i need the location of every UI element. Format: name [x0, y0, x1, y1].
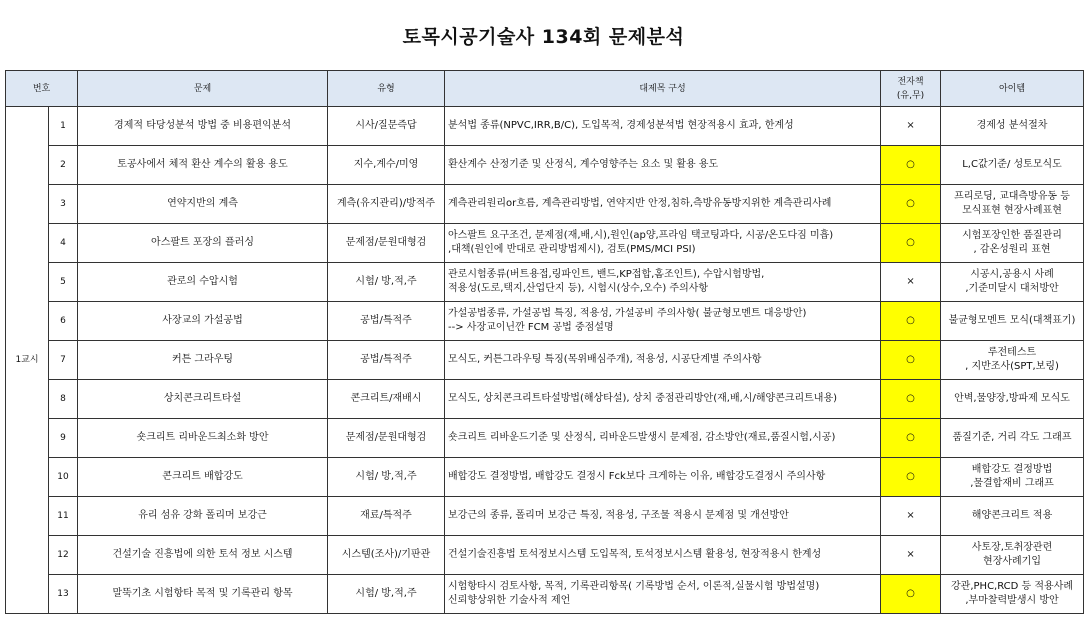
ebook-no-mark: ×	[906, 549, 915, 560]
item-line: 안벽,물양장,방파제 모식도	[954, 393, 1070, 404]
row-number: 5	[49, 263, 78, 302]
ebook-cell	[881, 497, 941, 536]
ebook-yes-mark: ○	[906, 198, 915, 209]
item-cell	[941, 263, 1084, 302]
ebook-cell	[881, 380, 941, 419]
row-number: 9	[49, 419, 78, 458]
toc-line: 배합강도 결정방법, 배합강도 결정시 Fck보다 크게하는 이유, 배합강도결정시 주의사항	[448, 471, 826, 482]
question-cell: 연약지반의 계측	[78, 185, 328, 224]
toc-line: ,대책(원인에 반대로 관리방법제시), 검토(PMS/MCI PSI)	[448, 244, 696, 255]
row-number: 4	[49, 224, 78, 263]
item-cell	[941, 185, 1084, 224]
question-cell: 숏크리트 리바운드최소화 방안	[78, 419, 328, 458]
item-line: 사토장,토취장관련	[971, 542, 1053, 553]
toc-line: 관로시험종류(버트용접,링파인트, 밴드,KP접합,홈조인트), 수압시험방법,	[448, 269, 765, 280]
row-number: 11	[49, 497, 78, 536]
table-row	[6, 497, 1084, 536]
ebook-cell	[881, 419, 941, 458]
toc-cell	[445, 458, 881, 497]
header-type: 유형	[328, 71, 445, 107]
header-number: 번호	[6, 71, 78, 107]
toc-line: 모식도, 상치콘크리트타설방법(해상타설), 상치 중점관리방안(재,배,시/해양콘크리트내용)	[448, 393, 838, 404]
row-number: 6	[49, 302, 78, 341]
toc-line: 숏크리트 리바운드기준 및 산정식, 리바운드발생시 문제점, 감소방안(재료,품질시험,시공)	[448, 432, 836, 443]
table-row	[6, 185, 1084, 224]
item-line: 현장사례기입	[983, 556, 1041, 567]
table-row	[6, 224, 1084, 263]
item-line: 시험포장인한 품질관리	[962, 230, 1062, 241]
toc-line: --> 사장교이닌깐 FCM 공법 중점설명	[448, 322, 614, 333]
header-item: 아이템	[941, 71, 1084, 107]
ebook-no-mark: ×	[906, 120, 915, 131]
question-cell: 사장교의 가설공법	[78, 302, 328, 341]
item-line: 강관,PHC,RCD 등 적용사례	[951, 581, 1074, 592]
row-number: 2	[49, 146, 78, 185]
question-cell: 콘크리트 배합강도	[78, 458, 328, 497]
type-cell: 시험/ 방,적,주	[328, 575, 445, 614]
item-line: 시공시,공용시 사례	[970, 269, 1054, 280]
item-cell	[941, 575, 1084, 614]
type-cell: 시스템(조사)/기판관	[328, 536, 445, 575]
ebook-yes-mark: ○	[906, 237, 915, 248]
ebook-no-mark: ×	[906, 276, 915, 287]
item-line: L,C값기준/ 성토모식도	[962, 159, 1062, 170]
question-cell: 토공사에서 체적 환산 계수의 활용 용도	[78, 146, 328, 185]
ebook-no-mark: ×	[906, 510, 915, 521]
table-row	[6, 458, 1084, 497]
row-number: 7	[49, 341, 78, 380]
question-cell: 말뚝기초 시험항타 목적 및 기록관리 항목	[78, 575, 328, 614]
ebook-cell	[881, 341, 941, 380]
item-line: 모식표현 현장사례표현	[962, 205, 1062, 216]
toc-line: 시험항타시 검토사항, 목적, 기록관리항목( 기록방법 순서, 이론적,실물시험 방법설명)	[448, 581, 820, 592]
question-cell: 유리 섬유 강화 폴리머 보강근	[78, 497, 328, 536]
toc-line: 환산계수 산정기준 및 산정식, 계수영향주는 요소 및 활용 용도	[448, 159, 719, 170]
toc-line: 적용성(도로,택지,산업단지 등), 시험시(상수,오수) 주의사항	[448, 283, 709, 294]
question-cell: 아스팔트 포장의 플러싱	[78, 224, 328, 263]
type-cell: 문제점/문원대형검	[328, 419, 445, 458]
row-number: 8	[49, 380, 78, 419]
toc-line: 계측관리원리or흐름, 계측관리방법, 연약지반 안정,침하,측방유동방지위한 계측관리사례	[448, 198, 832, 209]
toc-line: 아스팔트 요구조건, 문제점(재,배,시),원인(ap양,프라임 택코팅과다, 시공/온도다짐 미흡)	[448, 230, 834, 241]
table-body	[6, 107, 1084, 614]
ebook-yes-mark: ○	[906, 471, 915, 482]
ebook-yes-mark: ○	[906, 159, 915, 170]
item-cell	[941, 107, 1084, 146]
ebook-cell	[881, 224, 941, 263]
ebook-cell	[881, 302, 941, 341]
item-cell	[941, 146, 1084, 185]
item-line: ,기준미달시 대처방안	[965, 283, 1059, 294]
ebook-cell	[881, 146, 941, 185]
table-row	[6, 302, 1084, 341]
table-row	[6, 575, 1084, 614]
header-ebook	[881, 71, 941, 107]
row-number: 12	[49, 536, 78, 575]
ebook-yes-mark: ○	[906, 588, 915, 599]
row-number: 10	[49, 458, 78, 497]
row-number: 3	[49, 185, 78, 224]
item-cell	[941, 380, 1084, 419]
table-row	[6, 380, 1084, 419]
header-toc: 대제목 구성	[445, 71, 881, 107]
header-row	[6, 71, 1084, 107]
table-row	[6, 146, 1084, 185]
item-line: 품질기준, 거리 각도 그래프	[952, 432, 1072, 443]
item-line: , 지반조사(SPT,보링)	[965, 361, 1059, 372]
toc-line: 신뢰향상위한 기술사적 제언	[448, 595, 571, 606]
item-line: 루전테스트	[987, 347, 1037, 358]
toc-cell	[445, 419, 881, 458]
item-line: 불균형모멘트 모식(대책표기)	[948, 315, 1076, 326]
toc-line: 건설기술진흥법 토석정보시스템 도입목적, 토석정보시스템 활용성, 현장적용시 한계성	[448, 549, 822, 560]
type-cell: 시험/ 방,적,주	[328, 263, 445, 302]
question-cell: 관로의 수압시험	[78, 263, 328, 302]
type-cell: 시험/ 방,적,주	[328, 458, 445, 497]
type-cell: 공법/특적주	[328, 341, 445, 380]
header-ebook-line2: (유,무)	[896, 90, 925, 101]
toc-cell	[445, 224, 881, 263]
toc-line: 분석법 종류(NPVC,IRR,B/C), 도입목적, 경제성분석법 현장적용시 효과, 한계성	[448, 120, 794, 131]
ebook-cell	[881, 107, 941, 146]
table-row	[6, 341, 1084, 380]
question-cell: 상치콘크리트타설	[78, 380, 328, 419]
type-cell: 계측(유지관리)/방적주	[328, 185, 445, 224]
toc-line: 가설공법종류, 가설공법 특징, 적용성, 가설공비 주의사항( 불균형모멘트 대응방안)	[448, 308, 807, 319]
item-line: 경제성 분석절차	[976, 120, 1048, 131]
toc-cell	[445, 575, 881, 614]
item-cell	[941, 497, 1084, 536]
table-row	[6, 419, 1084, 458]
ebook-yes-mark: ○	[906, 393, 915, 404]
table-row	[6, 107, 1084, 146]
item-cell	[941, 458, 1084, 497]
item-line: ,물결합재비 그래프	[970, 478, 1054, 489]
toc-cell	[445, 536, 881, 575]
session-label: 1교시	[6, 107, 49, 614]
item-line: 배합강도 결정방법	[971, 464, 1053, 475]
table-row	[6, 263, 1084, 302]
ebook-yes-mark: ○	[906, 432, 915, 443]
toc-cell	[445, 185, 881, 224]
ebook-cell	[881, 185, 941, 224]
table-row	[6, 536, 1084, 575]
toc-cell	[445, 263, 881, 302]
toc-cell	[445, 380, 881, 419]
item-cell	[941, 341, 1084, 380]
type-cell: 지수,계수/미영	[328, 146, 445, 185]
toc-cell	[445, 107, 881, 146]
ebook-cell	[881, 458, 941, 497]
toc-line: 보강근의 종류, 폴리머 보강근 특징, 적용성, 구조물 적용시 문제점 및 개선방안	[448, 510, 789, 521]
ebook-cell	[881, 575, 941, 614]
item-cell	[941, 224, 1084, 263]
analysis-table	[5, 70, 1084, 614]
type-cell: 콘크리트/재배시	[328, 380, 445, 419]
item-cell	[941, 536, 1084, 575]
item-cell	[941, 302, 1084, 341]
item-line: 해양콘크리트 적용	[971, 510, 1053, 521]
ebook-yes-mark: ○	[906, 315, 915, 326]
question-cell: 커튼 그라우팅	[78, 341, 328, 380]
toc-cell	[445, 497, 881, 536]
ebook-cell	[881, 263, 941, 302]
question-cell: 건설기술 진흥법에 의한 토석 정보 시스템	[78, 536, 328, 575]
toc-cell	[445, 341, 881, 380]
item-line: , 감온성원리 표현	[973, 244, 1051, 255]
page-title: 토목시공기술사 134회 문제분석	[402, 26, 685, 48]
ebook-cell	[881, 536, 941, 575]
item-cell	[941, 419, 1084, 458]
row-number: 13	[49, 575, 78, 614]
header-ebook-line1: 전자책	[897, 76, 924, 87]
toc-cell	[445, 302, 881, 341]
item-line: ,부마찰력발생시 방안	[965, 595, 1059, 606]
header-question: 문제	[78, 71, 328, 107]
type-cell: 시사/질문즉답	[328, 107, 445, 146]
row-number: 1	[49, 107, 78, 146]
toc-line: 모식도, 커튼그라우팅 특징(목위배심주개), 적용성, 시공단계별 주의사항	[448, 354, 762, 365]
item-line: 프리로딩, 교대측방유동 등	[954, 191, 1070, 202]
toc-cell	[445, 146, 881, 185]
type-cell: 재료/특적주	[328, 497, 445, 536]
ebook-yes-mark: ○	[906, 354, 915, 365]
type-cell: 문제점/문원대형검	[328, 224, 445, 263]
type-cell: 공법/특적주	[328, 302, 445, 341]
question-cell: 경제적 타당성분석 방법 중 비용편익분석	[78, 107, 328, 146]
